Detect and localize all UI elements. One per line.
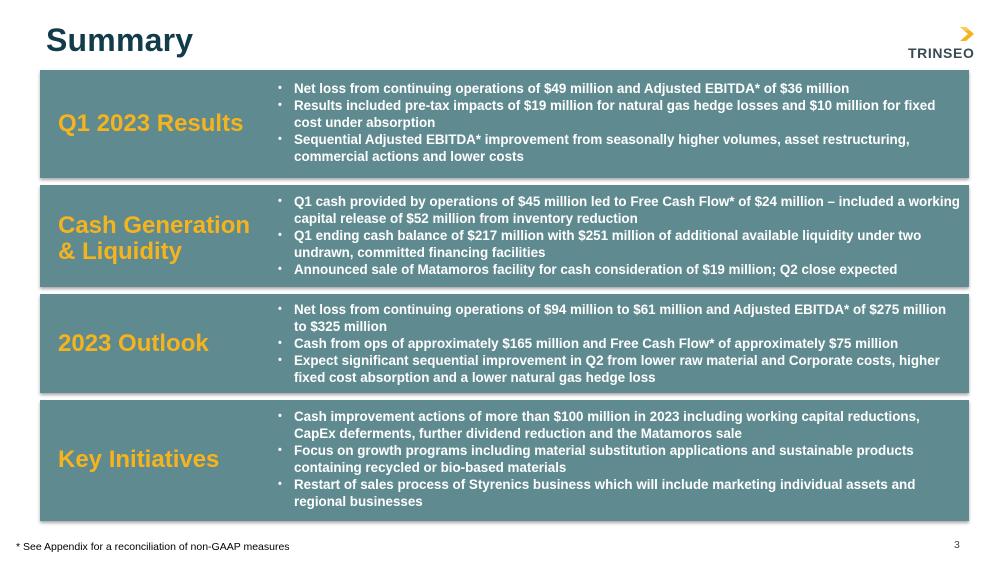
panel-label: Cash Generation & Liquidity xyxy=(58,212,251,265)
bullet-item: • Focus on growth programs including material substitution applications and sustainable products containing recycled or bio-based materials xyxy=(274,442,962,476)
bullet-item: • Results included pre-tax impacts of $19 million for natural gas hedge losses and $10 million for fixed cost under absorption xyxy=(274,97,962,131)
bullet-item: • Net loss from continuing operations of $94 million to $61 million and Adjusted EBITDA* of $275 million to $325 million xyxy=(274,301,962,335)
bullet-item: • Q1 ending cash balance of $217 million with $251 million of additional available liquidity under two undrawn, committed financing facilities xyxy=(274,227,962,261)
page-number: 3 xyxy=(954,539,960,551)
bullet-item: • Sequential Adjusted EBITDA* improvement from seasonally higher volumes, asset restructuring, commercial actions and lower costs xyxy=(274,131,962,165)
bullet-list xyxy=(274,408,962,510)
trinseo-chevron-icon xyxy=(958,26,978,42)
panel-cash-generation xyxy=(40,185,969,287)
bullet-list xyxy=(274,80,962,165)
bullet-list xyxy=(274,193,962,278)
bullet-item: • Announced sale of Matamoros facility for cash consideration of $19 million; Q2 close expected xyxy=(274,261,962,278)
bullet-item: • Restart of sales process of Styrenics business which will include marketing individual assets and regional businesses xyxy=(274,476,962,510)
panel-q1-results xyxy=(40,70,969,178)
panel-label: Key Initiatives xyxy=(58,446,220,473)
panel-label: Q1 2023 Results xyxy=(58,110,244,137)
bullet-item: • Cash improvement actions of more than $100 million in 2023 including working capital reductions, CapEx deferments, further dividend reduction and the Matamoros sale xyxy=(274,408,962,442)
logo-text: TRINSEO xyxy=(908,45,975,61)
bullet-item: • Expect significant sequential improvement in Q2 from lower raw material and Corporate costs, higher fixed cost absorption and a lower natural gas hedge loss xyxy=(274,352,962,386)
bullet-item: • Q1 cash provided by operations of $45 million led to Free Cash Flow* of $24 million – included a working capital release of $52 million from inventory reduction xyxy=(274,193,962,227)
bullet-item: • Net loss from continuing operations of $49 million and Adjusted EBITDA* of $36 million xyxy=(274,80,962,97)
panel-2023-outlook xyxy=(40,294,969,393)
slide-title: Summary xyxy=(46,22,194,58)
bullet-list xyxy=(274,301,962,386)
panel-key-initiatives xyxy=(40,400,969,521)
footnote: * See Appendix for a reconciliation of non-GAAP measures xyxy=(16,541,290,553)
panel-label: 2023 Outlook xyxy=(58,330,209,357)
trinseo-logo xyxy=(906,26,984,66)
bullet-item: • Cash from ops of approximately $165 million and Free Cash Flow* of approximately $75 million xyxy=(274,335,962,352)
